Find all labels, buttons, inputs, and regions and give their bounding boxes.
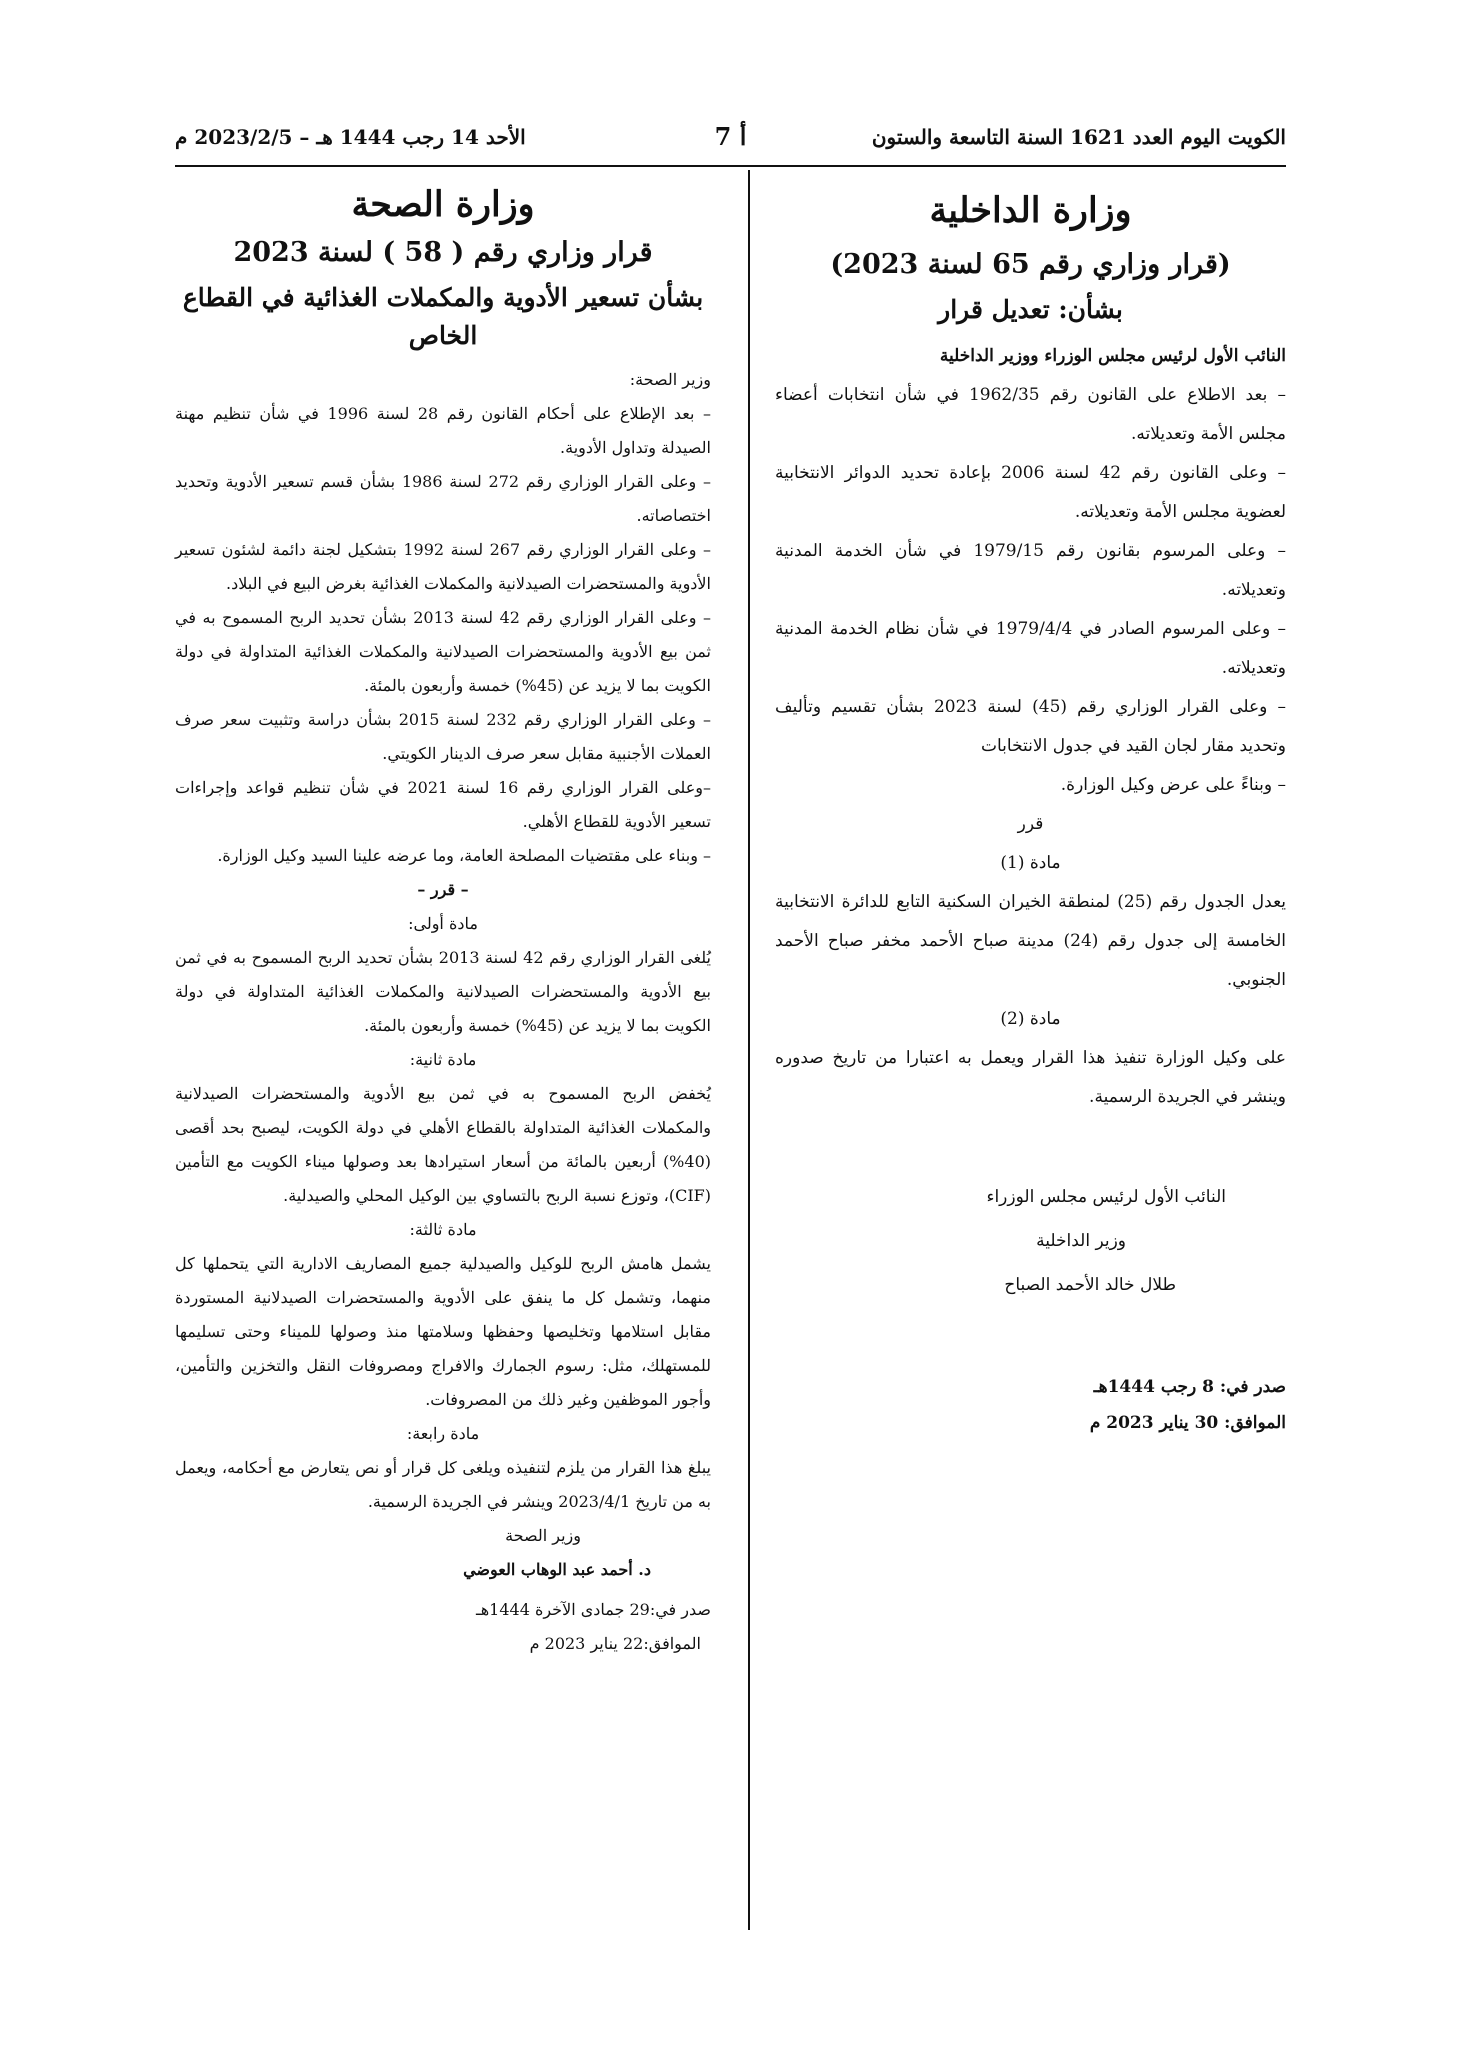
header-issue: الكويت اليوم العدد 1621 السنة التاسعة والستون — [871, 125, 1286, 149]
interior-recital: – وعلى القرار الوزاري رقم (45) لسنة 2023 بشأن تقسيم وتأليف وتحديد مقار لجان القيد في جدول الانتخابات — [775, 697, 1286, 756]
interior-recital: – وعلى القانون رقم 42 لسنة 2006 بإعادة تحديد الدوائر الانتخابية لعضوية مجلس الأمة وتعديلاته. — [775, 463, 1286, 522]
column-divider — [748, 170, 750, 1930]
interior-column — [775, 180, 1286, 1441]
interior-article2-title: مادة (2) — [1000, 1009, 1061, 1029]
interior-recital: – وبناءً على عرض وكيل الوزارة. — [1060, 775, 1286, 795]
header-page-number: أ 7 — [714, 122, 747, 151]
health-recital: – وعلى القرار الوزاري رقم 272 لسنة 1986 بشأن قسم تسعير الأدوية وتحديد اختصاصاته. — [175, 472, 711, 525]
health-article-title: مادة ثالثة: — [409, 1220, 477, 1239]
interior-recital: – وعلى المرسوم الصادر في 1979/4/4 في شأن نظام الخدمة المدنية وتعديلاته. — [775, 619, 1286, 678]
health-recital: – وعلى القرار الوزاري رقم 232 لسنة 2015 بشأن دراسة وتثبيت سعر صرف العملات الأجنبية مقابل سعر صرف الدينار الكويتي. — [175, 710, 712, 763]
health-subject: بشأن تسعير الأدوية والمكملات الغذائية في القطاع الخاص — [182, 283, 704, 350]
interior-ministry-title: وزارة الداخلية — [929, 190, 1132, 231]
header-divider — [175, 165, 1286, 167]
interior-preamble: النائب الأول لرئيس مجلس الوزراء ووزير الداخلية — [939, 346, 1286, 366]
interior-issue-date — [775, 1369, 1286, 1441]
interior-article2-text: على وكيل الوزارة تنفيذ هذا القرار ويعمل به اعتبارا من تاريخ صدوره وينشر في الجريدة الرسمية. — [775, 1048, 1286, 1107]
interior-signatory-title: النائب الأول لرئيس مجلس الوزراء — [986, 1187, 1226, 1207]
health-article-title: مادة ثانية: — [409, 1050, 477, 1069]
health-column — [175, 180, 711, 1661]
interior-issued-hijri: صدر في: 8 رجب 1444هـ — [1093, 1377, 1286, 1397]
health-article-title: مادة رابعة: — [406, 1424, 480, 1443]
health-ministry-title: وزارة الصحة — [351, 184, 535, 225]
interior-signature — [775, 1175, 1286, 1307]
health-recital: –وعلى القرار الوزاري رقم 16 لسنة 2021 في شأن تنظيم قواعد وإجراءات تسعير الأدوية للقطاع الأهلي. — [175, 778, 712, 831]
health-issue-date — [175, 1593, 711, 1661]
interior-article1-title: مادة (1) — [1000, 853, 1061, 873]
health-article-text: يبلغ هذا القرار من يلزم لتنفيذه ويلغى كل قرار أو نص يتعارض مع أحكامه، ويعمل به من تاريخ 2023/4/1 وينشر في الجريدة الرسمية. — [175, 1458, 711, 1511]
page-header — [175, 120, 1286, 160]
health-article-text: يُلغى القرار الوزاري رقم 42 لسنة 2013 بشأن تحديد الربح المسموح به في ثمن بيع الأدوية والمستحضرات الصيدلانية والمكملات الغذائية المتداولة في دولة الكويت بما لا يزيد عن (45%) خمسة وأربعون بالمئة. — [175, 948, 711, 1035]
health-article-text: يُخفض الربح المسموح به في ثمن بيع الأدوية والمستحضرات الصيدلانية والمكملات الغذائية المتداولة بالقطاع الأهلي في دولة الكويت، ليصبح بحد أقصى (40%) أربعين بالمائة من أسعار استيرادها بعد وصولها ميناء الكويت مع التأمين (CIF)، وتوزع نسبة الربح بالتساوي بين الوكيل المحلي والصيدلية. — [175, 1084, 711, 1205]
interior-article1-text: يعدل الجدول رقم (25) لمنطقة الخيران السكنية التابع للدائرة الانتخابية الخامسة إلى جدول رقم (24) مدينة صباح الأحمد مخفر صباح الأحمد الجنوبي. — [775, 892, 1287, 990]
interior-recital: – بعد الاطلاع على القانون رقم 1962/35 في شأن انتخابات أعضاء مجلس الأمة وتعديلاته. — [775, 385, 1286, 444]
health-recital: – وعلى القرار الوزاري رقم 42 لسنة 2013 بشأن تحديد الربح المسموح به في ثمن بيع الأدوية والمستحضرات الصيدلانية والمكملات الغذائية المتداولة في دولة الكويت بما لا يزيد عن (45%) خمسة وأربعون بالمئة. — [175, 608, 712, 695]
health-signatory-title: وزير الصحة — [505, 1526, 581, 1545]
interior-decided: قرر — [1017, 814, 1044, 834]
health-article-text: يشمل هامش الربح للوكيل والصيدلية جميع المصاريف الادارية التي يتحملها كل منهما، وتشمل كل ما ينفق على الأدوية والمستحضرات الصيدلانية المستوردة مقابل استلامها وتخليصها وحفظها وسلامتها منذ وصولها للميناء وحتى تسليمها للمستهلك، مثل: رسوم الجمارك والافراج ومصروفات النقل والتخزين والتأمين، وأجور الموظفين وغير ذلك من المصروفات. — [175, 1254, 711, 1409]
interior-recital: – وعلى المرسوم بقانون رقم 1979/15 في شأن الخدمة المدنية وتعديلاته. — [775, 541, 1286, 600]
health-article-title: مادة أولى: — [408, 914, 478, 933]
health-recital: – وبناء على مقتضيات المصلحة العامة، وما عرضه علينا السيد وكيل الوزارة. — [217, 846, 711, 865]
interior-signatory-role: وزير الداخلية — [1036, 1231, 1126, 1251]
health-decision-title: قرار وزاري رقم ( 58 ) لسنة 2023 — [233, 237, 653, 268]
interior-decision-title: (قرار وزاري رقم 65 لسنة 2023) — [830, 249, 1231, 280]
health-preamble: وزير الصحة: — [629, 370, 711, 389]
health-issued-hijri: صدر في:29 جمادى الآخرة 1444هـ — [476, 1600, 711, 1619]
interior-subject: بشأن: تعديل قرار — [938, 295, 1123, 324]
interior-signatory-name: طلال خالد الأحمد الصباح — [1004, 1275, 1176, 1295]
health-signatory-name: د. أحمد عبد الوهاب العوضي — [463, 1560, 651, 1579]
interior-issued-gregorian: الموافق: 30 يناير 2023 م — [1089, 1413, 1286, 1433]
health-decided: – قرر – — [417, 880, 469, 899]
health-issued-gregorian: الموافق:22 يناير 2023 م — [529, 1634, 701, 1653]
health-recital: – وعلى القرار الوزاري رقم 267 لسنة 1992 بتشكيل لجنة دائمة لشئون تسعير الأدوية والمستحضرات الصيدلانية والمكملات الغذائية بغرض البيع في البلاد. — [175, 540, 711, 593]
health-recital: – بعد الإطلاع على أحكام القانون رقم 28 لسنة 1996 في شأن تنظيم مهنة الصيدلة وتداول الأدوية. — [175, 404, 712, 457]
header-date: الأحد 14 رجب 1444 هـ – 2023/2/5 م — [175, 125, 526, 149]
